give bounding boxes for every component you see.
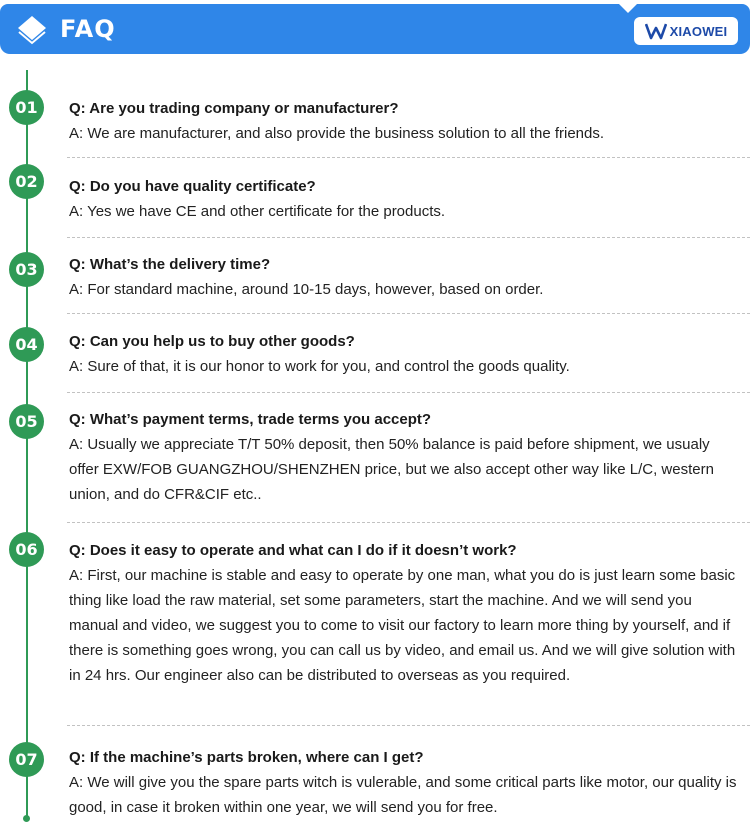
faq-answer: A: First, our machine is stable and easy to operate by one man, what you do is just learn some basic thing like load the raw material, set some parameters, start the machine. And we will send you manual and video, we suggest you to come to visit our factory to learn more thing by yourself, and if there is something goes wrong, you can call us by video, and email us. And we will give solution with in 24 hrs. Our engineer also can be distributed to overseas as you required. xyxy=(69,567,736,684)
dashed-divider xyxy=(67,157,750,158)
faq-item xyxy=(69,745,739,820)
faq-number-badge: 03 xyxy=(9,252,44,287)
faq-question: Q: Can you help us to buy other goods? xyxy=(69,333,355,350)
faq-question: Q: What’s payment terms, trade terms you accept? xyxy=(69,411,432,428)
faq-header-banner xyxy=(0,4,750,54)
faq-answer: A: Yes we have CE and other certificate for the products. xyxy=(69,203,446,220)
faq-answer: A: We are manufacturer, and also provide the business solution to all the friends. xyxy=(69,125,605,142)
faq-question: Q: Does it easy to operate and what can I do if it doesn’t work? xyxy=(69,542,517,559)
faq-question: Q: Do you have quality certificate? xyxy=(69,178,316,195)
timeline-end-dot xyxy=(23,815,30,822)
dashed-divider xyxy=(67,313,750,314)
dashed-divider xyxy=(67,725,750,726)
faq-item xyxy=(69,329,739,379)
brand-name: XIAOWEI xyxy=(669,23,728,39)
dashed-divider xyxy=(67,522,750,523)
faq-answer: A: For standard machine, around 10-15 days, however, based on order. xyxy=(69,281,544,298)
faq-answer: A: We will give you the spare parts witch is vulerable, and some critical parts like motor, our quality is good, in case it broken within one year, we will send you for free. xyxy=(69,774,737,816)
dashed-divider xyxy=(67,237,750,238)
faq-question: Q: What’s the delivery time? xyxy=(69,256,271,273)
faq-number-badge: 07 xyxy=(9,742,44,777)
faq-item xyxy=(69,96,739,146)
faq-item xyxy=(69,407,739,507)
faq-item xyxy=(69,538,739,688)
faq-item xyxy=(69,174,739,224)
faq-number-badge: 01 xyxy=(9,90,44,125)
faq-number-badge: 02 xyxy=(9,164,44,199)
faq-item xyxy=(69,252,739,302)
header-notch xyxy=(618,3,638,13)
brand-logo xyxy=(634,17,738,45)
layers-icon xyxy=(17,15,47,45)
faq-answer: A: Usually we appreciate T/T 50% deposit, then 50% balance is paid before shipment, we usualy offer EXW/FOB GUANGZHOU/SHENZHEN price, but we also accept other way like L/C, western union, and do CFR&CIF etc.. xyxy=(69,436,714,503)
xiaowei-w-logo-icon xyxy=(645,22,667,40)
faq-question: Q: If the machine’s parts broken, where can I get? xyxy=(69,749,424,766)
faq-question: Q: Are you trading company or manufacturer? xyxy=(69,100,399,117)
faq-answer: A: Sure of that, it is our honor to work for you, and control the goods quality. xyxy=(69,358,570,375)
faq-number-badge: 06 xyxy=(9,532,44,567)
faq-number-badge: 04 xyxy=(9,327,44,362)
page-title: FAQ xyxy=(60,15,116,43)
faq-number-badge: 05 xyxy=(9,404,44,439)
dashed-divider xyxy=(67,392,750,393)
